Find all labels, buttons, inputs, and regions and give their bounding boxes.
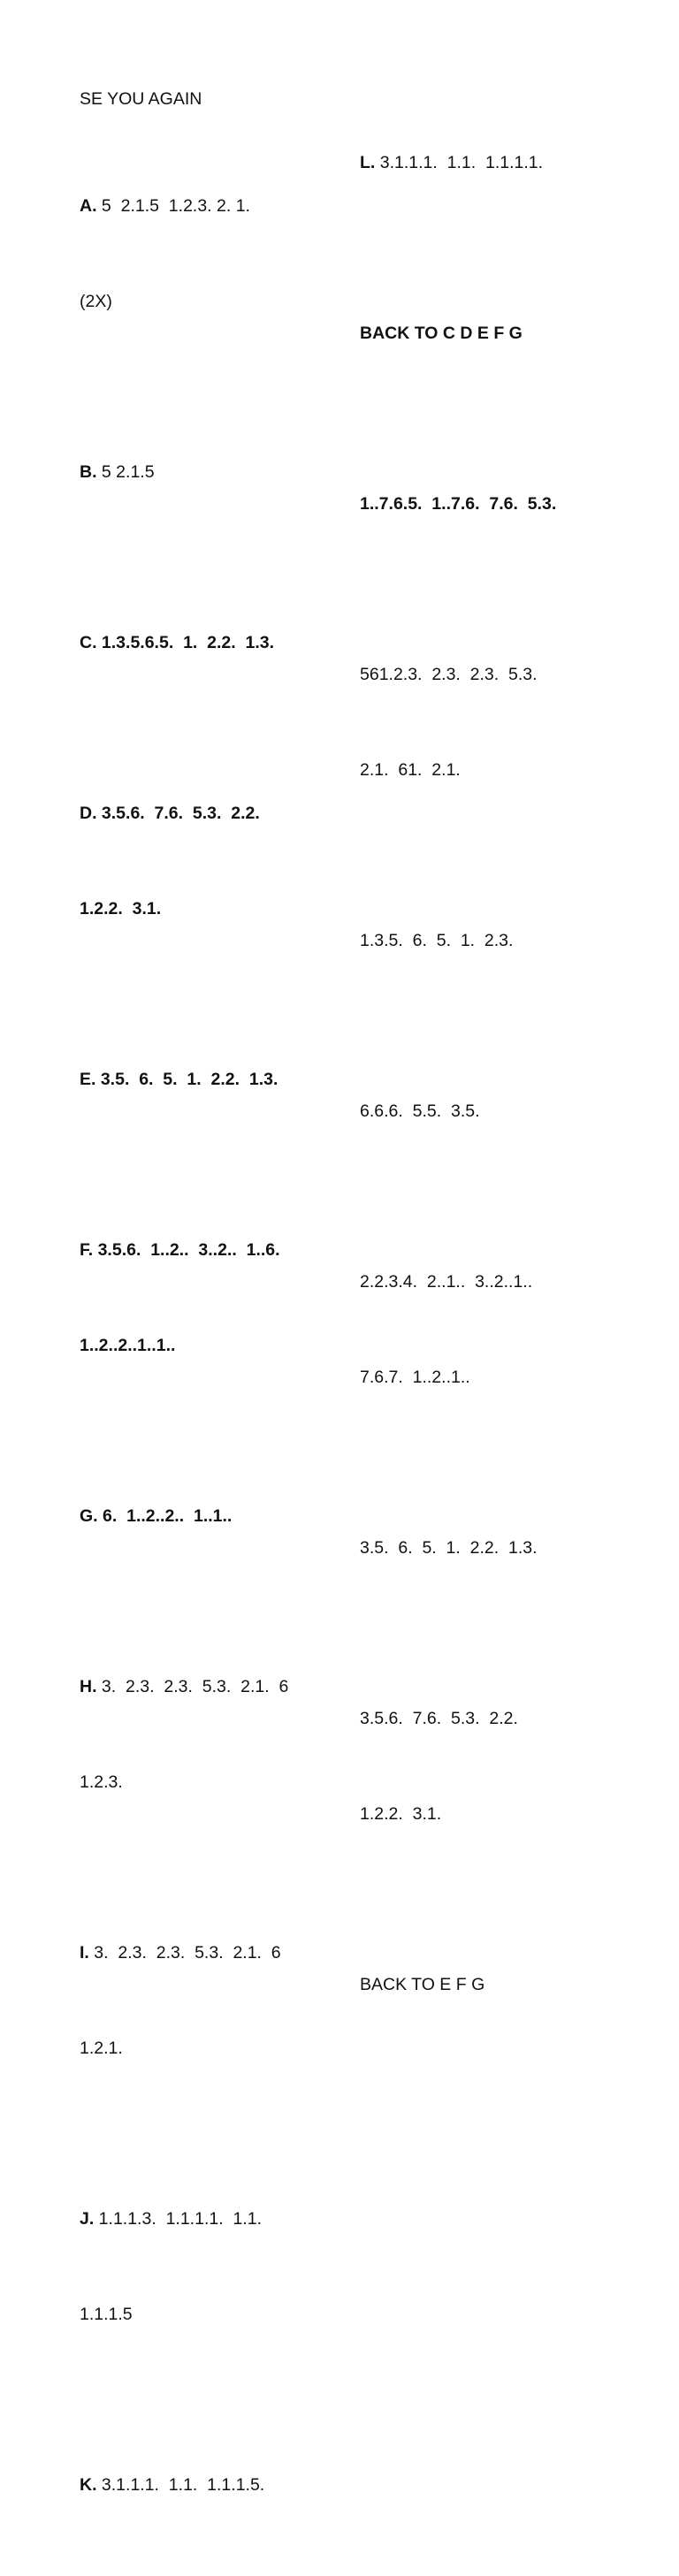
section-c-notes: C. 1.3.5.6.5. 1. 2.2. 1.3. [80, 633, 275, 652]
verse-5 [360, 1468, 625, 1627]
section-d-notes-line2: 1.2.2. 3.1. [80, 899, 162, 918]
section-d [80, 734, 336, 988]
verse-6-line1: 3.5.6. 7.6. 5.3. 2.2. [360, 1709, 518, 1728]
section-j [80, 2139, 336, 2394]
section-h [80, 1607, 336, 1862]
section-a-repeat: (2X) [80, 292, 112, 311]
section-h-label: H. [80, 1677, 97, 1696]
section-k-label: K. [80, 2475, 97, 2495]
verse-6-line2: 1.2.2. 3.1. [360, 1804, 442, 1824]
section-i-notes-line2: 1.2.1. [80, 2039, 123, 2058]
bridge-bold-notes: 1..7.6.5. 1..7.6. 7.6. 5.3. [360, 494, 557, 514]
right-column [360, 83, 625, 2076]
section-f-notes-line2: 1..2..2..1..1.. [80, 1336, 176, 1355]
verse-3 [360, 1032, 625, 1191]
back-to-cdefg-text: BACK TO C D E F G [360, 324, 523, 343]
section-e [80, 1000, 336, 1159]
verse-4 [360, 1202, 625, 1457]
bridge-bold-line [360, 424, 625, 583]
section-l-notes: 3.1.1.1. 1.1. 1.1.1.1. [375, 153, 544, 172]
section-c [80, 563, 336, 722]
section-j-label: J. [80, 2209, 95, 2229]
section-i [80, 1873, 336, 2128]
section-e-notes: E. 3.5. 6. 5. 1. 2.2. 1.3. [80, 1070, 278, 1089]
left-column [80, 83, 336, 2576]
section-l [360, 83, 625, 242]
verse-6 [360, 1639, 625, 1894]
verse-5-line1: 3.5. 6. 5. 1. 2.2. 1.3. [360, 1538, 538, 1558]
verse-2 [360, 861, 625, 1020]
section-b-label: B. [80, 462, 97, 482]
verse-1-line2: 2.1. 61. 2.1. [360, 760, 461, 780]
section-k-notes: 3.1.1.1. 1.1. 1.1.1.5. [96, 2475, 265, 2495]
section-g [80, 1437, 336, 1596]
verse-1-line1: 561.2.3. 2.3. 2.3. 5.3. [360, 665, 538, 684]
verse-4-line1: 2.2.3.4. 2..1.. 3..2..1.. [360, 1272, 533, 1292]
section-l-label: L. [360, 153, 376, 172]
verse-1 [360, 595, 625, 850]
section-f [80, 1170, 336, 1425]
section-i-label: I. [80, 1943, 89, 1962]
back-to-cdefg [360, 254, 625, 413]
verse-3-line1: 6.6.6. 5.5. 3.5. [360, 1101, 480, 1121]
back-to-efg-text: BACK TO E F G [360, 1975, 485, 1994]
section-a-notes: 5 2.1.5 1.2.3. 2. 1. [96, 196, 250, 216]
section-j-notes-line2: 1.1.1.5 [80, 2305, 133, 2324]
song-title [80, 83, 336, 115]
section-h-notes-line1: 3. 2.3. 2.3. 5.3. 2.1. 6 [96, 1677, 289, 1696]
section-g-notes: G. 6. 1..2..2.. 1..1.. [80, 1506, 233, 1526]
section-k [80, 2405, 336, 2565]
section-f-notes-line1: F. 3.5.6. 1..2.. 3..2.. 1..6. [80, 1240, 280, 1260]
section-i-notes-line1: 3. 2.3. 2.3. 5.3. 2.1. 6 [88, 1943, 281, 1962]
verse-4-line2: 7.6.7. 1..2..1.. [360, 1368, 470, 1387]
section-b-notes: 5 2.1.5 [96, 462, 155, 482]
back-to-efg [360, 1905, 625, 2064]
section-d-notes-line1: D. 3.5.6. 7.6. 5.3. 2.2. [80, 804, 260, 823]
section-b [80, 392, 336, 552]
verse-2-line1: 1.3.5. 6. 5. 1. 2.3. [360, 931, 514, 950]
section-j-notes-line1: 1.1.1.3. 1.1.1.1. 1.1. [94, 2209, 262, 2229]
song-title-text: SE YOU AGAIN [80, 89, 202, 109]
section-h-notes-line2: 1.2.3. [80, 1772, 123, 1792]
section-a [80, 126, 336, 381]
section-a-label: A. [80, 196, 97, 216]
